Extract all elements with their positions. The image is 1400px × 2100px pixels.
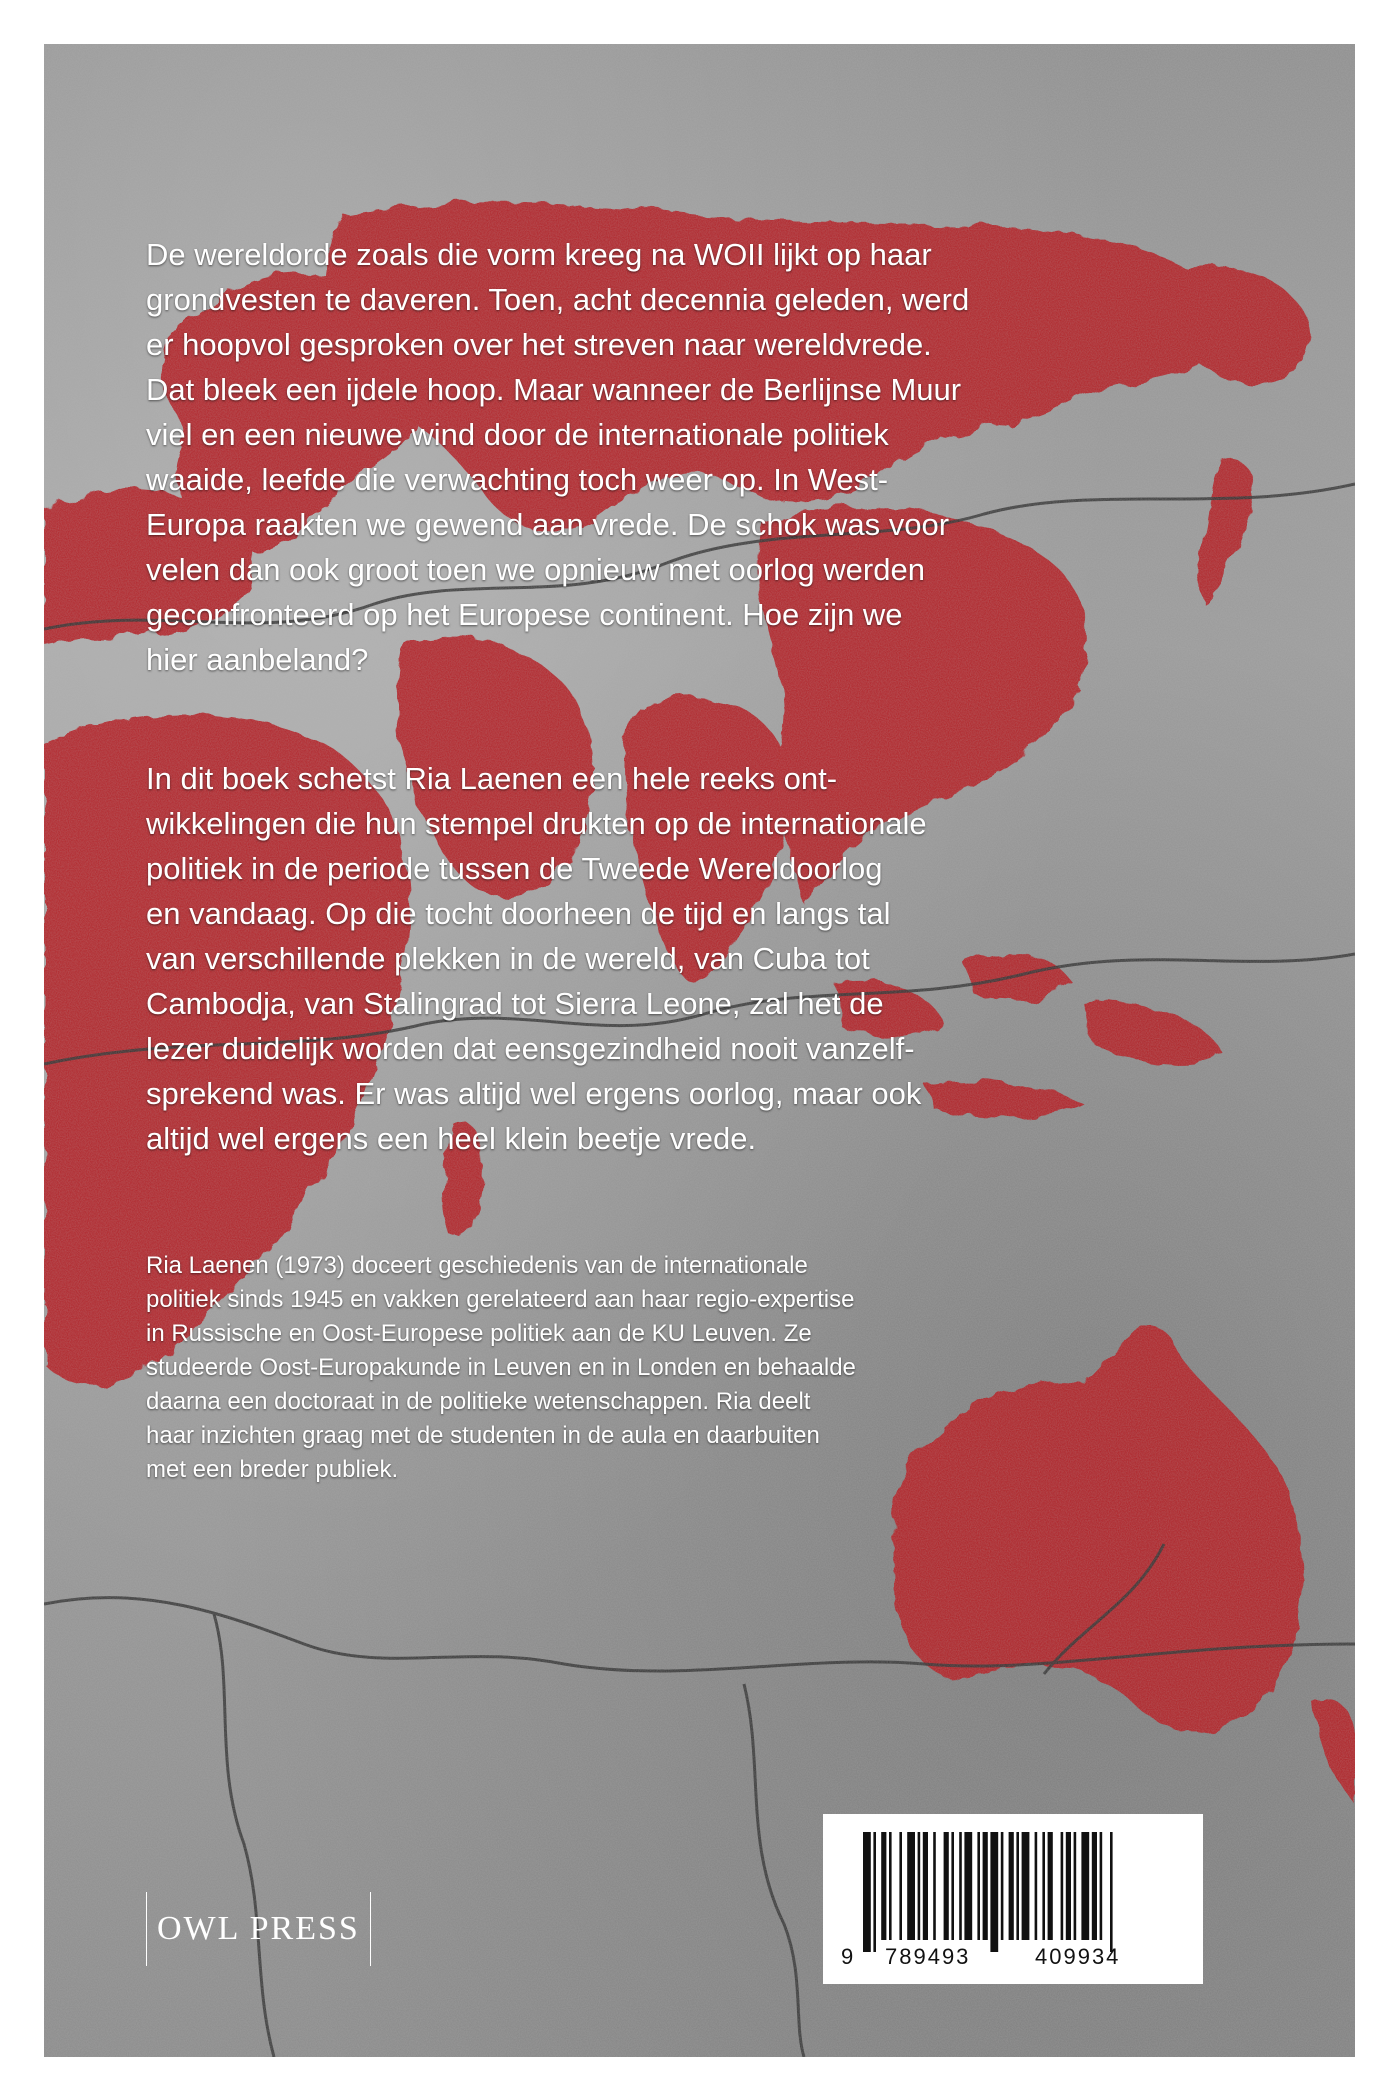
barcode-bar bbox=[863, 1832, 871, 1952]
barcode-bar bbox=[1048, 1832, 1053, 1940]
barcode-bar bbox=[964, 1832, 972, 1940]
blurb-line: lezer duidelijk worden dat eensgezindheid nooit vanzelf- bbox=[146, 1031, 915, 1066]
blurb-paragraph-2 bbox=[146, 756, 1166, 1161]
blurb-line: grondvesten te daveren. Toen, acht decennia geleden, werd bbox=[146, 282, 970, 317]
barcode-bar bbox=[1009, 1832, 1014, 1940]
barcode-bars bbox=[823, 1814, 1203, 1984]
blurb-line: politiek in de periode tussen de Tweede Wereldoorlog bbox=[146, 851, 883, 886]
barcode-bar bbox=[1081, 1832, 1089, 1940]
blurb-line: waaide, leefde die verwachting toch weer op. In West- bbox=[146, 462, 889, 497]
back-cover bbox=[44, 44, 1355, 2057]
barcode-bar bbox=[873, 1832, 876, 1952]
barcode-bar bbox=[1092, 1832, 1097, 1940]
barcode-bar bbox=[1100, 1832, 1103, 1940]
barcode-bar bbox=[881, 1832, 886, 1940]
blurb-line: In dit boek schetst Ria Laenen een hele reeks ont- bbox=[146, 761, 838, 796]
barcode-bar bbox=[1001, 1832, 1004, 1940]
bio-line: haar inzichten graag met de studenten in de aula en daarbuiten bbox=[146, 1422, 820, 1449]
blurb-line: wikkelingen die hun stempel drukten op de internationale bbox=[146, 806, 927, 841]
blurb-paragraph-1 bbox=[146, 232, 1166, 682]
bio-line: met een breder publiek. bbox=[146, 1456, 399, 1483]
blurb-line: en vandaag. Op die tocht doorheen de tijd en langs tal bbox=[146, 896, 891, 931]
barcode-bar bbox=[1061, 1832, 1064, 1940]
barcode-bar bbox=[1110, 1832, 1113, 1952]
blurb-line: geconfronteerd op het Europese continent. Hoe zijn we bbox=[146, 597, 903, 632]
isbn-barcode bbox=[823, 1814, 1203, 1984]
barcode-bar bbox=[918, 1832, 921, 1940]
bio-line: studeerde Oost-Europakunde in Leuven en in Londen en behaalde bbox=[146, 1354, 856, 1381]
blurb-line: velen dan ook groot toen we opnieuw met oorlog werden bbox=[146, 552, 925, 587]
barcode-bar bbox=[1016, 1832, 1019, 1940]
blurb-line: Dat bleek een ijdele hoop. Maar wanneer de Berlijnse Muur bbox=[146, 372, 962, 407]
barcode-bar bbox=[923, 1832, 928, 1940]
barcode-bar bbox=[933, 1832, 936, 1940]
blurb-line: viel en een nieuwe wind door de internationale politiek bbox=[146, 417, 889, 452]
barcode-bar bbox=[990, 1832, 998, 1952]
barcode-bar bbox=[889, 1832, 892, 1940]
barcode-bar bbox=[907, 1832, 915, 1940]
blurb-line: Europa raakten we gewend aan vrede. De schok was voor bbox=[146, 507, 950, 542]
author-bio bbox=[146, 1249, 1106, 1487]
barcode-bar bbox=[983, 1832, 988, 1940]
isbn-prefix-digit: 9 bbox=[841, 1944, 856, 1969]
bio-line: Ria Laenen (1973) doceert geschiedenis van de internationale bbox=[146, 1252, 808, 1279]
barcode-bar bbox=[1022, 1832, 1030, 1940]
barcode-bar bbox=[1042, 1832, 1045, 1940]
bio-line: politiek sinds 1945 en vakken gerelateerd aan haar regio-expertise bbox=[146, 1286, 855, 1313]
bio-line: daarna een doctoraat in de politieke wetenschappen. Ria deelt bbox=[146, 1388, 811, 1415]
barcode-bar bbox=[944, 1832, 949, 1940]
barcode-bar bbox=[977, 1832, 980, 1940]
barcode-bar bbox=[1074, 1832, 1077, 1940]
blurb-line: altijd wel ergens een heel klein beetje vrede. bbox=[146, 1121, 757, 1156]
bio-line: in Russische en Oost-Europese politiek aan de KU Leuven. Ze bbox=[146, 1320, 812, 1347]
publisher-name: OWL PRESS bbox=[157, 1910, 360, 1947]
blurb-line: er hoopvol gesproken over het streven naar wereldvrede. bbox=[146, 327, 932, 362]
blurb-line: De wereldorde zoals die vorm kreeg na WOII lijkt op haar bbox=[146, 237, 932, 272]
blurb-line: Cambodja, van Stalingrad tot Sierra Leone, zal het de bbox=[146, 986, 884, 1021]
blurb-line: sprekend was. Er was altijd wel ergens oorlog, maar ook bbox=[146, 1076, 922, 1111]
isbn-left-group: 789493 bbox=[885, 1944, 971, 1969]
barcode-bar bbox=[899, 1832, 902, 1940]
publisher-logo bbox=[146, 1892, 371, 1966]
barcode-bar bbox=[1035, 1832, 1038, 1940]
barcode-bar bbox=[959, 1832, 962, 1940]
blurb-line: van verschillende plekken in de wereld, van Cuba tot bbox=[146, 941, 870, 976]
barcode-bar bbox=[951, 1832, 954, 1940]
barcode-bar bbox=[1066, 1832, 1071, 1940]
isbn-right-group: 409934 bbox=[1035, 1944, 1121, 1969]
blurb-line: hier aanbeland? bbox=[146, 642, 369, 677]
